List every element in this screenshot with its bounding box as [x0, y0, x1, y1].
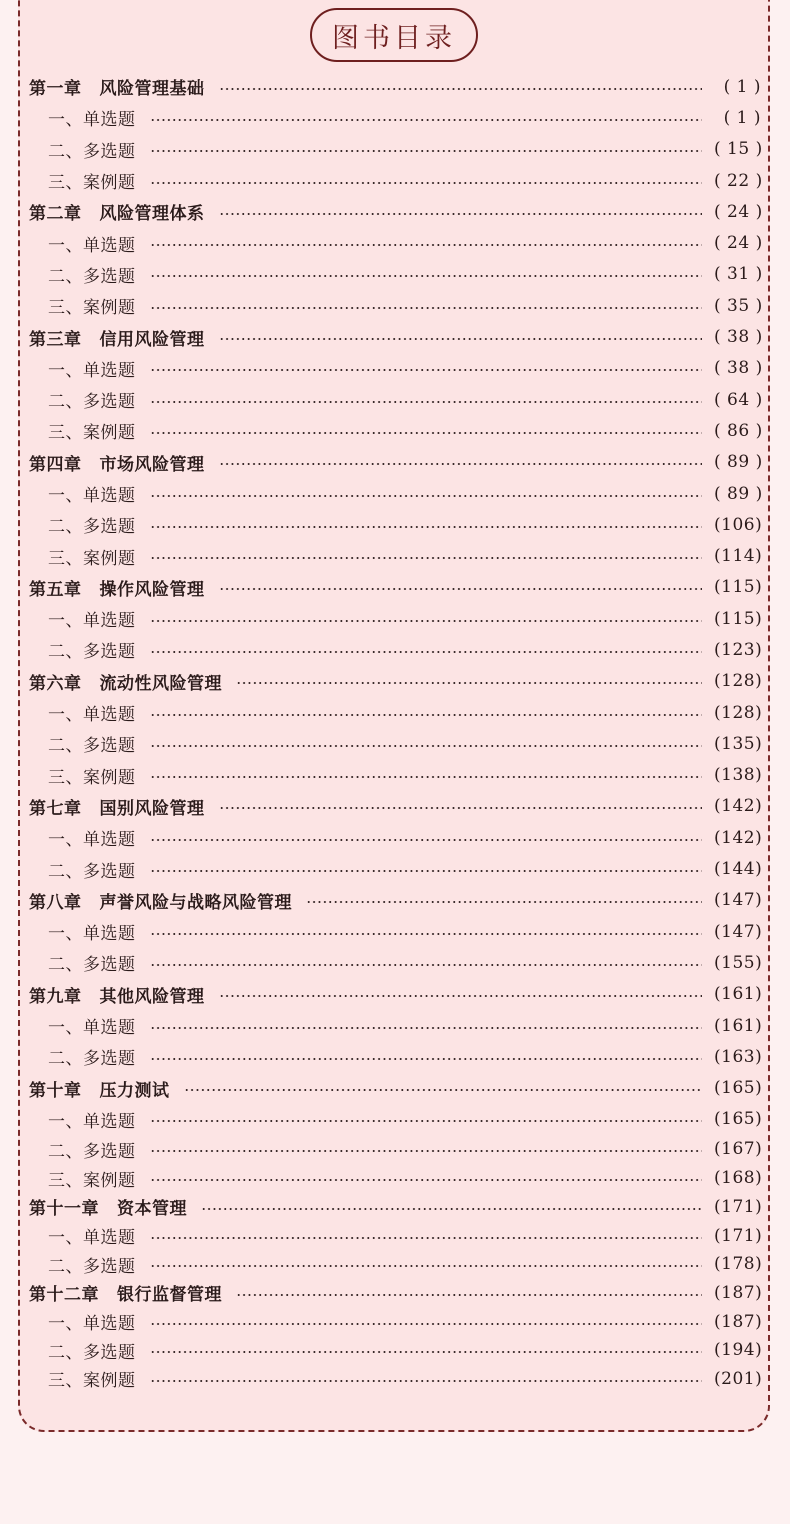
page-number: (142): [714, 827, 763, 848]
toc-section-row[interactable]: [29, 509, 761, 540]
page-number: ( 15 ): [714, 139, 763, 160]
section-label: 二、多选题: [48, 1342, 136, 1363]
chapter-name: 风险管理体系: [99, 204, 205, 225]
dot-leader: [150, 182, 703, 184]
chapter-label: [29, 450, 205, 475]
page-number: (171): [714, 1225, 763, 1246]
toc-section-row[interactable]: [29, 353, 761, 384]
section-label: 二、多选题: [48, 642, 136, 663]
chapter-name: 操作风险管理: [99, 579, 205, 600]
toc-section-row[interactable]: [29, 1221, 761, 1250]
toc-section-row[interactable]: [29, 1250, 761, 1279]
section-label: 三、案例题: [48, 548, 136, 569]
toc-section-row[interactable]: [29, 1135, 761, 1164]
dot-leader: [150, 526, 703, 528]
dot-leader: [150, 275, 703, 277]
toc-title: 图书目录: [310, 8, 478, 62]
dot-leader: [150, 119, 703, 121]
dot-leader: [150, 432, 703, 434]
section-label: 三、案例题: [48, 767, 136, 788]
page-number: (114): [714, 546, 763, 567]
toc-list: [29, 71, 761, 1393]
dot-leader: [150, 714, 703, 716]
dot-leader: [150, 1150, 703, 1152]
page-number: (115): [714, 577, 763, 598]
section-label: 三、案例题: [48, 1371, 136, 1392]
dot-leader: [219, 588, 703, 590]
page-number: ( 24 ): [714, 201, 763, 222]
page-number: (128): [714, 671, 763, 692]
page-number: ( 64 ): [714, 389, 763, 410]
page-number: ( 86 ): [714, 420, 763, 441]
dot-leader: [201, 1208, 702, 1210]
toc-section-row[interactable]: [29, 728, 761, 759]
toc-chapter-row[interactable]: [29, 1279, 761, 1308]
dot-leader: [150, 307, 703, 309]
page-number: (187): [714, 1311, 763, 1332]
dot-leader: [150, 1237, 703, 1239]
dot-leader: [150, 933, 703, 935]
page-number: ( 1 ): [723, 107, 761, 128]
chapter-number: 第三章: [29, 329, 82, 350]
section-label: 二、多选题: [48, 1141, 136, 1162]
toc-section-row[interactable]: [29, 822, 761, 853]
toc-section-row[interactable]: [29, 1365, 761, 1394]
chapter-label: [29, 982, 205, 1007]
page-number: (161): [714, 1015, 763, 1036]
page-number: ( 38 ): [714, 327, 763, 348]
chapter-number: 第四章: [29, 454, 82, 475]
toc-section-row[interactable]: [29, 478, 761, 509]
toc-section-row[interactable]: [29, 1041, 761, 1072]
page-number: (178): [714, 1254, 763, 1275]
page-number: (201): [714, 1368, 763, 1389]
page-number: ( 24 ): [714, 233, 763, 254]
dot-leader: [150, 1027, 703, 1029]
page-number: (155): [714, 952, 763, 973]
section-label: 一、单选题: [48, 924, 136, 945]
dot-leader: [219, 807, 703, 809]
page-number: (168): [714, 1168, 763, 1189]
page-number: (115): [714, 608, 763, 629]
section-label: 二、多选题: [48, 266, 136, 287]
chapter-label: [29, 1194, 187, 1219]
page-number: (128): [714, 702, 763, 723]
toc-chapter-row[interactable]: [29, 885, 761, 916]
page-number: (161): [714, 984, 763, 1005]
chapter-number: 第八章: [29, 892, 82, 913]
chapter-label: [29, 325, 205, 350]
section-label: 一、单选题: [48, 1111, 136, 1132]
dot-leader: [150, 369, 703, 371]
chapter-name: 国别风险管理: [99, 798, 205, 819]
toc-chapter-row[interactable]: [29, 447, 761, 478]
toc-section-row[interactable]: [29, 1164, 761, 1193]
toc-section-row[interactable]: [29, 384, 761, 415]
toc-section-row[interactable]: [29, 1010, 761, 1041]
chapter-number: 第九章: [29, 986, 82, 1007]
page-number: ( 89 ): [714, 452, 763, 473]
dot-leader: [150, 839, 703, 841]
toc-chapter-row[interactable]: [29, 572, 761, 603]
toc-section-row[interactable]: [29, 290, 761, 321]
toc-section-row[interactable]: [29, 540, 761, 571]
section-label: 三、案例题: [48, 173, 136, 194]
page-number: (147): [714, 890, 763, 911]
dot-leader: [236, 682, 702, 684]
section-label: 一、单选题: [48, 1018, 136, 1039]
dot-leader: [150, 1179, 703, 1181]
page-number: ( 1 ): [723, 76, 761, 97]
page-number: ( 31 ): [714, 264, 763, 285]
page-number: ( 22 ): [714, 170, 763, 191]
chapter-label: [29, 1280, 222, 1305]
toc-chapter-row[interactable]: [29, 791, 761, 822]
page-number: ( 89 ): [714, 483, 763, 504]
chapter-number: 第十一章: [29, 1199, 99, 1220]
section-label: 二、多选题: [48, 736, 136, 757]
chapter-label: [29, 794, 205, 819]
section-label: 二、多选题: [48, 141, 136, 162]
dot-leader: [150, 557, 703, 559]
toc-section-row[interactable]: [29, 165, 761, 196]
section-label: 一、单选题: [48, 235, 136, 256]
toc-section-row[interactable]: [29, 134, 761, 165]
chapter-name: 资本管理: [117, 1199, 187, 1220]
page-number: (123): [714, 639, 763, 660]
dot-leader: [150, 401, 703, 403]
toc-chapter-row[interactable]: [29, 666, 761, 697]
chapter-number: 第七章: [29, 798, 82, 819]
dot-leader: [219, 995, 703, 997]
dot-leader: [150, 651, 703, 653]
toc-section-row[interactable]: [29, 697, 761, 728]
chapter-name: 流动性风险管理: [99, 673, 222, 694]
chapter-name: 声誉风险与战略风险管理: [99, 892, 292, 913]
chapter-number: 第十二章: [29, 1285, 99, 1306]
page-number: (163): [714, 1046, 763, 1067]
page-number: (106): [714, 514, 763, 535]
page-number: ( 38 ): [714, 358, 763, 379]
page-number: ( 35 ): [714, 295, 763, 316]
dot-leader: [150, 1323, 703, 1325]
toc-section-row[interactable]: [29, 916, 761, 947]
page-number: (135): [714, 733, 763, 754]
page-number: (144): [714, 859, 763, 880]
dot-leader: [150, 1265, 703, 1267]
toc-section-row[interactable]: [29, 603, 761, 634]
chapter-label: [29, 74, 205, 99]
section-label: 二、多选题: [48, 1049, 136, 1070]
toc-chapter-row[interactable]: [29, 71, 761, 102]
dot-leader: [150, 1058, 703, 1060]
section-label: 一、单选题: [48, 360, 136, 381]
chapter-label: [29, 669, 222, 694]
dot-leader: [184, 1089, 703, 1091]
page-number: (138): [714, 765, 763, 786]
section-label: 一、单选题: [48, 705, 136, 726]
toc-section-row[interactable]: [29, 259, 761, 290]
dot-leader: [150, 620, 703, 622]
dot-leader: [150, 776, 703, 778]
dot-leader: [150, 1351, 703, 1353]
toc-section-row[interactable]: [29, 1307, 761, 1336]
dot-leader: [236, 1294, 702, 1296]
page-number: (147): [714, 921, 763, 942]
toc-chapter-row[interactable]: [29, 1192, 761, 1221]
dot-leader: [150, 150, 703, 152]
page-number: (194): [714, 1340, 763, 1361]
page-number: (171): [714, 1196, 763, 1217]
toc-section-row[interactable]: [29, 1104, 761, 1135]
dot-leader: [306, 901, 702, 903]
chapter-name: 其他风险管理: [99, 986, 205, 1007]
toc-section-row[interactable]: [29, 760, 761, 791]
dot-leader: [150, 244, 703, 246]
chapter-name: 市场风险管理: [99, 454, 205, 475]
page-number: (165): [714, 1109, 763, 1130]
chapter-number: 第十章: [29, 1080, 82, 1101]
dot-leader: [150, 1380, 703, 1382]
toc-section-row[interactable]: [29, 227, 761, 258]
chapter-name: 压力测试: [99, 1080, 170, 1101]
dot-leader: [219, 463, 703, 465]
section-label: 三、案例题: [48, 298, 136, 319]
chapter-number: 第五章: [29, 579, 82, 600]
chapter-name: 信用风险管理: [99, 329, 205, 350]
section-label: 一、单选题: [48, 830, 136, 851]
dot-leader: [150, 964, 703, 966]
chapter-number: 第六章: [29, 673, 82, 694]
dot-leader: [219, 88, 703, 90]
chapter-number: 第一章: [29, 79, 82, 100]
toc-chapter-row[interactable]: [29, 196, 761, 227]
toc-section-row[interactable]: [29, 102, 761, 133]
section-label: 一、单选题: [48, 1228, 136, 1248]
chapter-name: 风险管理基础: [99, 79, 205, 100]
page-number: (187): [714, 1282, 763, 1303]
dot-leader: [150, 870, 703, 872]
section-label: 二、多选题: [48, 1256, 136, 1277]
toc-section-row[interactable]: [29, 634, 761, 665]
page-number: (167): [714, 1139, 763, 1160]
toc-chapter-row[interactable]: [29, 321, 761, 352]
toc-chapter-row[interactable]: [29, 979, 761, 1010]
section-label: 一、单选题: [48, 1314, 136, 1335]
section-label: 二、多选题: [48, 392, 136, 413]
section-label: 三、案例题: [48, 1170, 136, 1191]
section-label: 一、单选题: [48, 611, 136, 632]
section-label: 二、多选题: [48, 955, 136, 976]
toc-chapter-row[interactable]: [29, 1073, 761, 1104]
chapter-label: [29, 575, 205, 600]
section-label: 二、多选题: [48, 517, 136, 538]
toc-section-row[interactable]: [29, 415, 761, 446]
page-number: (142): [714, 796, 763, 817]
section-label: 一、单选题: [48, 110, 136, 131]
section-label: 三、案例题: [48, 423, 136, 444]
chapter-label: [29, 1076, 170, 1101]
dot-leader: [219, 213, 703, 215]
chapter-name: 银行监督管理: [117, 1285, 222, 1306]
section-label: 一、单选题: [48, 486, 136, 506]
section-label: 二、多选题: [48, 861, 136, 882]
dot-leader: [219, 338, 703, 340]
toc-section-row[interactable]: [29, 1336, 761, 1365]
dot-leader: [150, 745, 703, 747]
chapter-label: [29, 199, 205, 224]
chapter-number: 第二章: [29, 204, 82, 225]
chapter-label: [29, 888, 292, 913]
toc-section-row[interactable]: [29, 853, 761, 884]
dot-leader: [150, 1120, 703, 1122]
page-number: (165): [714, 1078, 763, 1099]
toc-section-row[interactable]: [29, 947, 761, 978]
dot-leader: [150, 495, 703, 497]
